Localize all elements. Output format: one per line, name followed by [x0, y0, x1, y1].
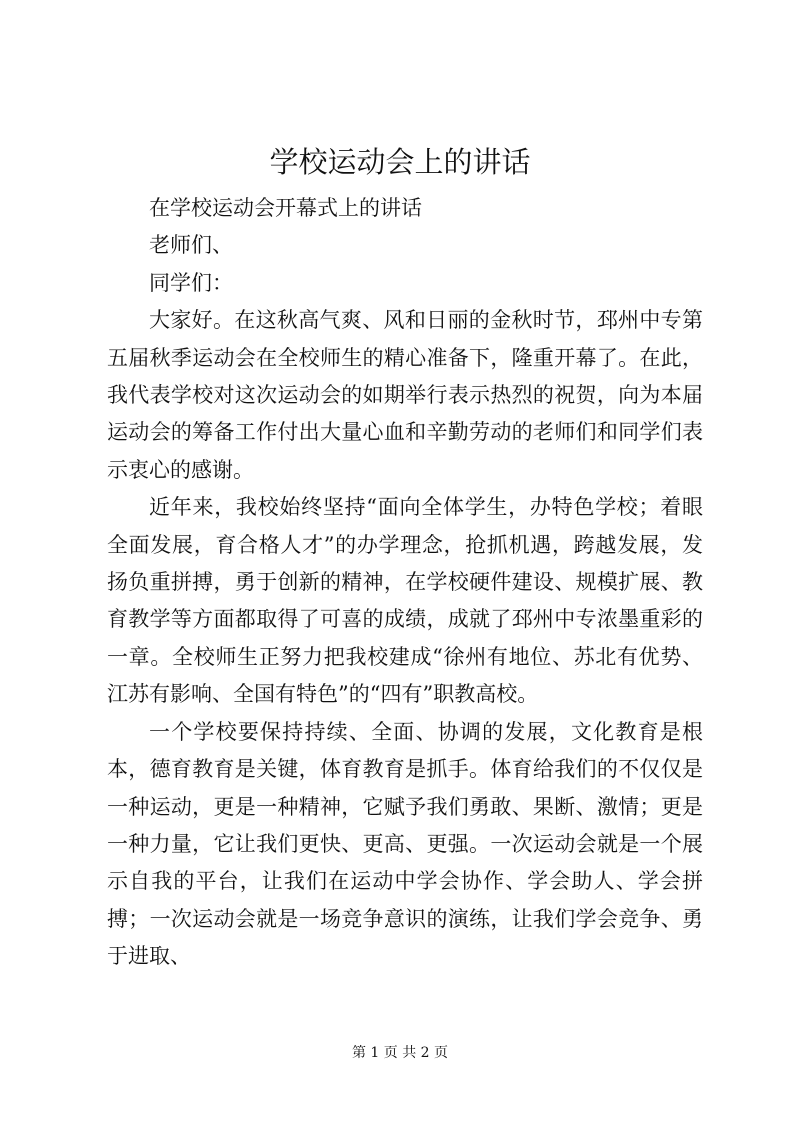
- document-title: 学校运动会上的讲话: [269, 145, 531, 179]
- document-body: [107, 190, 703, 976]
- page-number-footer: 第 1 页 共 2 页: [351, 1045, 449, 1061]
- body-paragraph: 一个学校要保持持续、全面、协调的发展，文化教育是根本，德育教育是关键，体育教育是抓手。体育给我们的不仅仅是一种运动，更是一种精神，它赋予我们勇敢、果断、激情；更是一种力量，它让我们更快、更高、更强。一次运动会就是一个展示自我的平台，让我们在运动中学会协作、学会助人、学会拼搏；一次运动会就是一场竞争意识的演练，让我们学会竞争、勇于进取、: [107, 719, 703, 969]
- subtitle-paragraph: 在学校运动会开幕式上的讲话: [149, 196, 422, 220]
- body-paragraph: 大家好。在这秋高气爽、风和日丽的金秋时节，邳州中专第五届秋季运动会在全校师生的精心准备下，隆重开幕了。在此，我代表学校对这次运动会的如期举行表示热烈的祝贺，向为本届运动会的筹备工作付出大量心血和辛勤劳动的老师们和同学们表示衷心的感谢。: [107, 308, 703, 482]
- salutation-teachers: 老师们、: [149, 233, 233, 258]
- salutation-students: 同学们：: [149, 270, 233, 295]
- body-paragraph: 近年来，我校始终坚持“面向全体学生，办特色学校；着眼全面发展，育合格人才”的办学理念，抢抓机遇，跨越发展，发扬负重拼搏，勇于创新的精神，在学校硬件建设、规模扩展、教育教学等方面都取得了可喜的成绩，成就了邳州中专浓墨重彩的一章。全校师生正努力把我校建成“徐州有地位、苏北有优势、江苏有影响、全国有特色”的“四有”职教高校。: [107, 495, 703, 707]
